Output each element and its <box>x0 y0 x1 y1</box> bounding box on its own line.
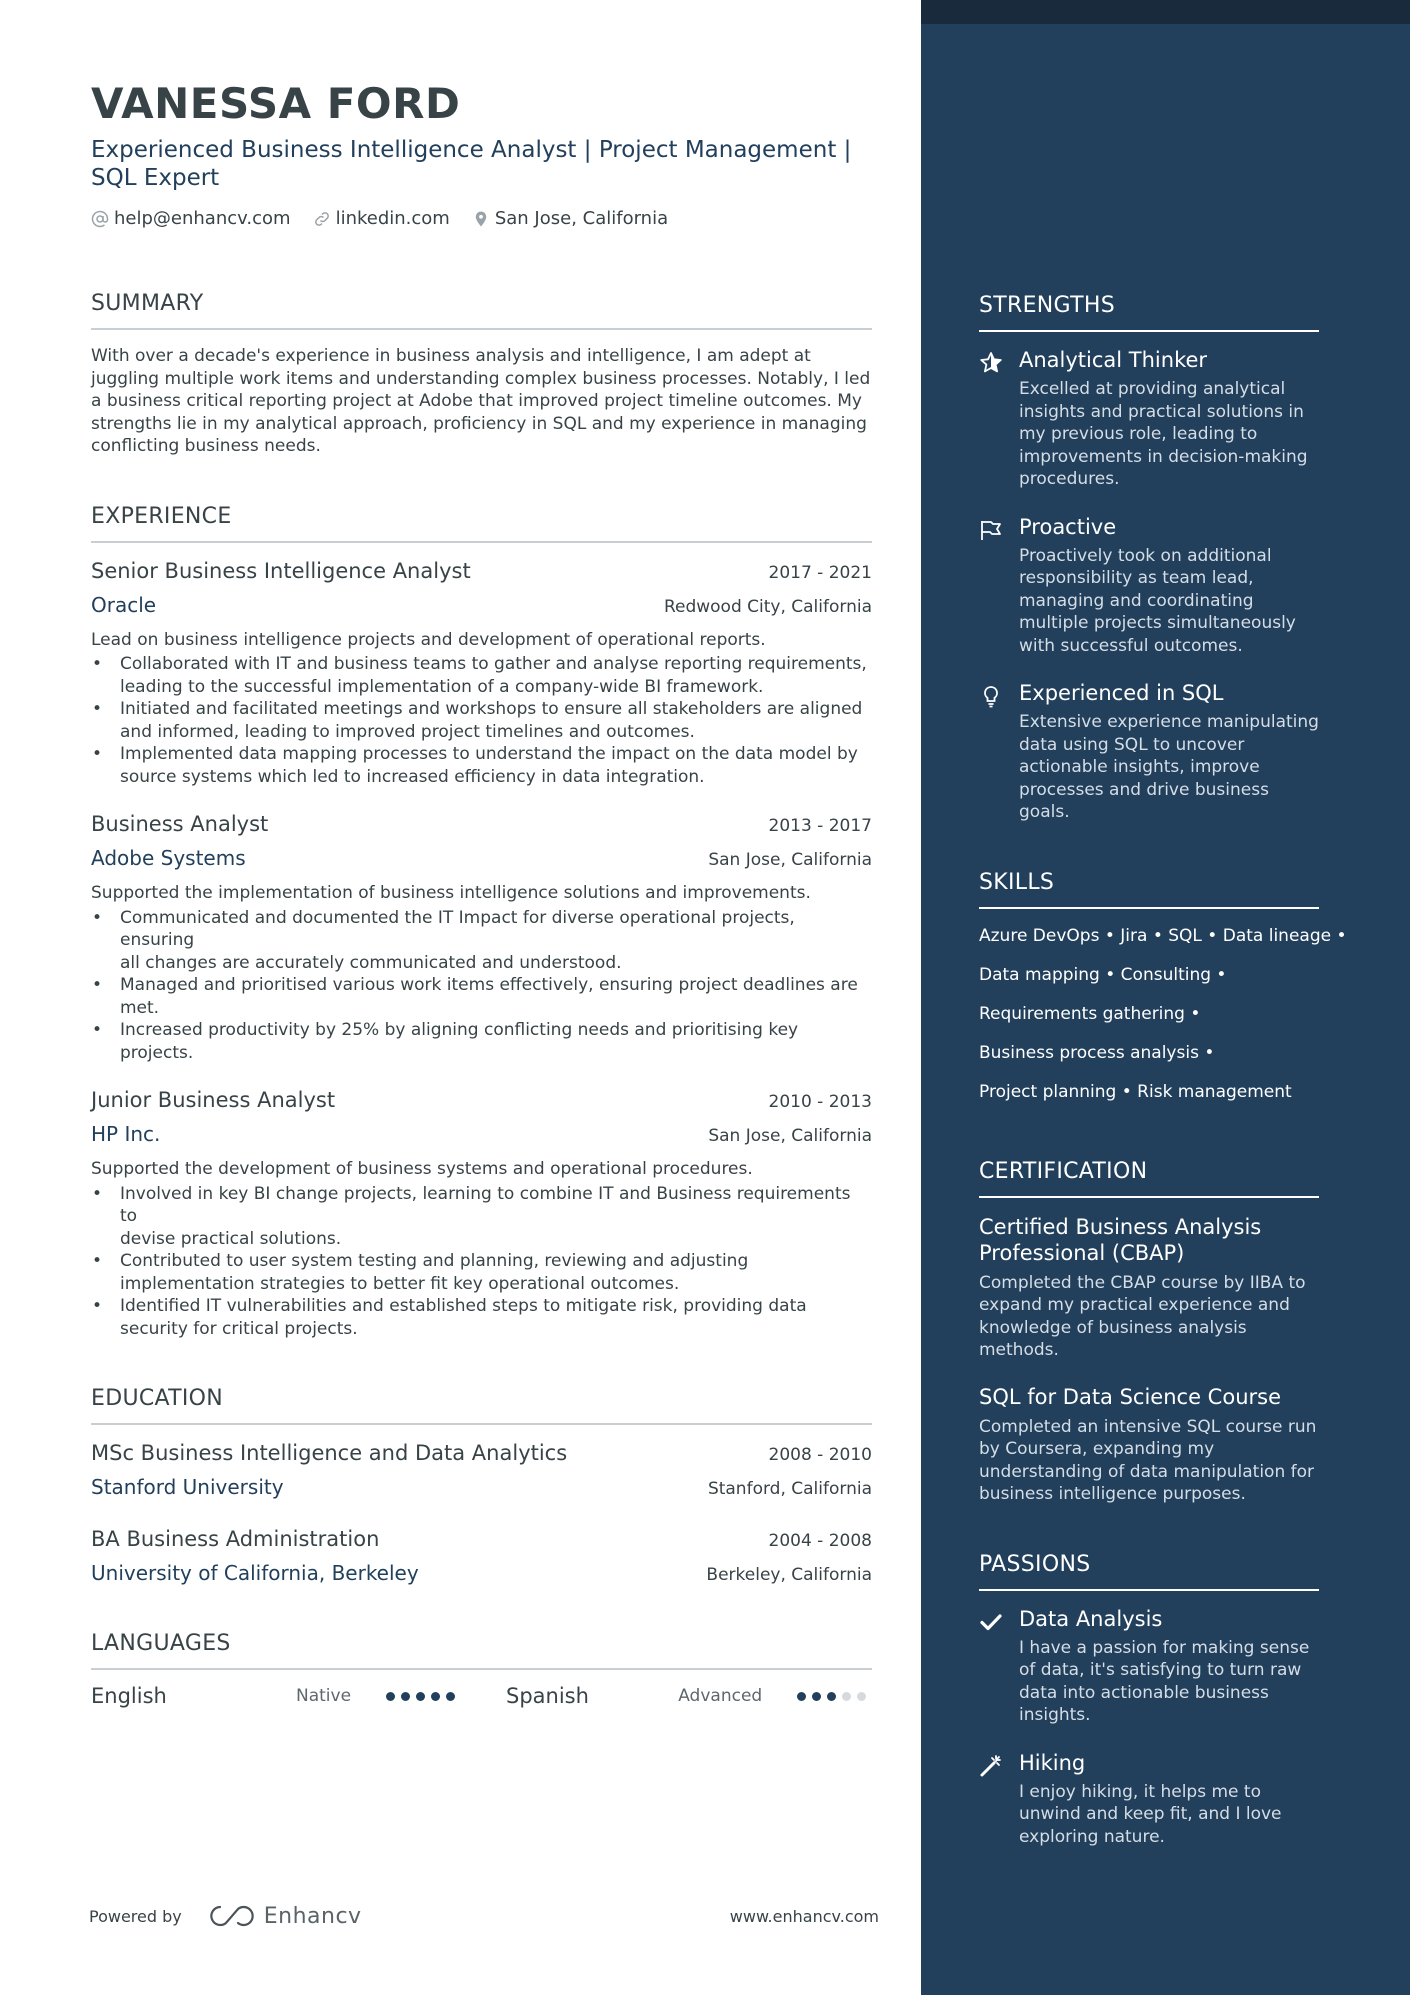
brand-name: Enhancv <box>263 1903 362 1929</box>
education-entry <box>91 1441 872 1499</box>
location-text: San Jose, California <box>494 208 669 229</box>
job-title: Senior Business Intelligence Analyst <box>91 558 471 583</box>
rating-dot-empty <box>857 1692 866 1701</box>
summary-line: juggling multiple work items and understanding complex business processes. Notably, I led <box>91 368 871 389</box>
bullet-line: source systems which led to increased efficiency in data integration. <box>120 766 705 787</box>
description-line: Excelled at providing analytical <box>1019 379 1286 399</box>
description-line: actionable insights, improve <box>1019 757 1260 777</box>
language-level: Advanced <box>678 1686 763 1706</box>
rating-dot-filled <box>386 1692 395 1701</box>
skill-line: Business process analysis • <box>979 1042 1215 1063</box>
description-line: managing and coordinating <box>1019 590 1254 611</box>
languages-section <box>91 1631 872 1708</box>
description-line: I have a passion for making sense <box>1019 1637 1310 1658</box>
bullet-line: security for critical projects. <box>120 1318 358 1339</box>
lightbulb-icon <box>979 681 1019 824</box>
company-name: HP Inc. <box>91 1122 161 1146</box>
contact-link[interactable] <box>313 208 450 229</box>
section-heading: EXPERIENCE <box>91 504 872 543</box>
degree: BA Business Administration <box>91 1527 380 1551</box>
strength-item <box>979 681 1319 824</box>
strength-item <box>979 348 1319 491</box>
description-line: improvements in decision-making <box>1019 446 1308 467</box>
bullet-item <box>91 653 872 698</box>
strength-title: Experienced in SQL <box>1019 681 1224 705</box>
flag-icon <box>979 515 1019 658</box>
job-location: San Jose, California <box>708 850 872 870</box>
candidate-name: VANESSA FORD <box>91 79 461 128</box>
description-line: insights and practical solutions in <box>1019 401 1304 422</box>
certification-title <box>979 1214 1319 1266</box>
strength-description <box>1019 378 1308 491</box>
school-location: Berkeley, California <box>706 1565 872 1585</box>
description-line: processes and drive business <box>1019 779 1269 800</box>
powered-by-text: Powered by <box>89 1906 182 1926</box>
company-name: Oracle <box>91 592 157 617</box>
description-line: business intelligence purposes. <box>979 1484 1246 1504</box>
bullet-line: met. <box>120 997 160 1018</box>
strength-description <box>1019 711 1319 824</box>
summary-line: With over a decade's experience in business analysis and intelligence, I am adept at <box>91 346 811 366</box>
summary-text <box>91 345 872 458</box>
link-icon <box>313 210 331 228</box>
strength-title: Proactive <box>1019 514 1117 539</box>
section-heading: EDUCATION <box>91 1386 872 1425</box>
summary-section <box>91 291 872 458</box>
certification-title <box>979 1384 1319 1410</box>
education-dates: 2004 - 2008 <box>768 1531 872 1551</box>
bullet-line: • Communicated and documented the IT Impact for diverse operational projects, ensuring <box>120 907 795 950</box>
passions-section <box>979 1552 1319 1849</box>
job-dates: 2010 - 2013 <box>768 1092 872 1112</box>
bullet-line: • Managed and prioritised various work items effectively, ensuring project deadlines are <box>120 975 858 995</box>
section-heading: SKILLS <box>979 870 1319 909</box>
company-name: Adobe Systems <box>91 846 246 870</box>
description-line: my previous role, leading to <box>1019 424 1258 444</box>
job-location: Redwood City, California <box>663 596 872 617</box>
certification-section <box>979 1159 1319 1506</box>
skill-line: Azure DevOps • Jira • SQL • Data lineage • <box>979 925 1347 946</box>
location-pin-icon <box>472 210 490 228</box>
language-rating <box>386 1692 461 1701</box>
checkmark-icon <box>979 1607 1019 1727</box>
description-line: I enjoy hiking, it helps me to <box>1019 1781 1261 1802</box>
experience-section <box>91 504 872 1341</box>
school-name: University of California, Berkeley <box>91 1561 419 1585</box>
contact-bar <box>91 208 872 229</box>
description-line: goals. <box>1019 802 1070 822</box>
description-line: understanding of data manipulation for <box>979 1461 1314 1482</box>
job-bullets <box>91 1183 872 1341</box>
description-line: exploring nature. <box>1019 1826 1165 1847</box>
language-rating <box>797 1692 872 1701</box>
description-line: by Coursera, expanding my <box>979 1439 1215 1459</box>
section-heading: LANGUAGES <box>91 1631 872 1670</box>
bullet-item <box>91 698 872 743</box>
description-line: responsibility as team lead, <box>1019 568 1254 588</box>
at-icon <box>91 210 109 228</box>
summary-line: strengths lie in my analytical approach, proficiency in SQL and my experience in managing <box>91 413 867 434</box>
headline-line: Experienced Business Intelligence Analyst | Project Management | <box>91 137 852 163</box>
job-description: Supported the development of business systems and operational procedures. <box>91 1159 753 1179</box>
title-line: Certified Business Analysis <box>979 1214 1262 1239</box>
hiking-icon <box>979 1751 1019 1849</box>
contact-email[interactable] <box>91 208 291 229</box>
education-section <box>91 1386 872 1585</box>
sidebar-top-band <box>921 0 1410 24</box>
degree: MSc Business Intelligence and Data Analytics <box>91 1441 568 1465</box>
job-bullets <box>91 907 872 1065</box>
star-icon <box>979 348 1019 491</box>
certification-item <box>979 1214 1319 1362</box>
job-bullets <box>91 653 872 788</box>
description-line: Completed an intensive SQL course run <box>979 1416 1317 1437</box>
sidebar <box>921 0 1410 1995</box>
description-line: expand my practical experience and <box>979 1295 1290 1315</box>
contact-location <box>472 208 668 229</box>
strength-item <box>979 515 1319 658</box>
brand-logo[interactable] <box>208 1903 362 1929</box>
bullet-line: and informed, leading to improved project timelines and outcomes. <box>120 721 695 742</box>
description-line: of data, it's satisfying to turn raw <box>1019 1660 1302 1680</box>
bullet-line: • Collaborated with IT and business teams to gather and analyse reporting requirements, <box>120 654 867 674</box>
description-line: procedures. <box>1019 469 1120 489</box>
bullet-line: leading to the successful implementation of a company-wide BI framework. <box>120 676 764 697</box>
strength-title: Analytical Thinker <box>1019 348 1208 372</box>
rating-dot-filled <box>797 1692 806 1701</box>
footer <box>89 1903 879 1929</box>
bullet-line: • Contributed to user system testing and planning, reviewing and adjusting <box>120 1251 749 1271</box>
description-line: data into actionable business <box>1019 1682 1269 1703</box>
email-text: help@enhancv.com <box>114 208 291 229</box>
sidebar-content <box>979 293 1347 1894</box>
language-entry <box>506 1684 872 1708</box>
rating-dot-filled <box>431 1692 440 1701</box>
description-line: knowledge of business analysis <box>979 1317 1247 1338</box>
bullet-item <box>91 907 872 975</box>
description-line: Proactively took on additional <box>1019 545 1272 566</box>
education-entry <box>91 1527 872 1585</box>
certification-description <box>979 1416 1319 1506</box>
rating-dot-filled <box>827 1692 836 1701</box>
strength-description <box>1019 545 1296 658</box>
job-title: Business Analyst <box>91 812 269 836</box>
job-description: Lead on business intelligence projects and development of operational reports. <box>91 629 766 650</box>
bullet-item <box>91 1183 872 1251</box>
job-entry <box>91 1088 872 1340</box>
strengths-section <box>979 293 1319 824</box>
skills-list <box>979 925 1347 1103</box>
language-name: English <box>91 1684 167 1708</box>
skill-line: Project planning • Risk management <box>979 1081 1292 1102</box>
bullet-item <box>91 1019 872 1064</box>
section-heading: PASSIONS <box>979 1552 1319 1591</box>
bullet-item <box>91 1250 872 1295</box>
bullet-item <box>91 743 872 788</box>
certification-item <box>979 1384 1319 1506</box>
description-line: Completed the CBAP course by IIBA to <box>979 1272 1306 1293</box>
description-line: data using SQL to uncover <box>1019 734 1245 755</box>
website-link[interactable]: www.enhancv.com <box>729 1906 879 1926</box>
description-line: multiple projects simultaneously <box>1019 613 1296 633</box>
job-location: San Jose, California <box>708 1126 872 1146</box>
education-dates: 2008 - 2010 <box>768 1445 872 1465</box>
section-heading: STRENGTHS <box>979 293 1319 332</box>
job-entry <box>91 559 872 789</box>
bullet-item <box>91 1295 872 1340</box>
description-line: with successful outcomes. <box>1019 635 1243 656</box>
link-text: linkedin.com <box>335 208 450 229</box>
job-title: Junior Business Analyst <box>91 1088 336 1112</box>
school-location: Stanford, California <box>707 1479 872 1499</box>
passion-description <box>1019 1637 1309 1727</box>
description-line: Extensive experience manipulating <box>1019 712 1319 732</box>
job-entry <box>91 812 872 1064</box>
languages-row <box>91 1684 872 1708</box>
title-line: SQL for Data Science Course <box>979 1384 1281 1409</box>
bullet-line: devise practical solutions. <box>120 1228 342 1249</box>
skill-line: Data mapping • Consulting • <box>979 964 1227 985</box>
bullet-line: implementation strategies to better fit key operational outcomes. <box>120 1273 680 1294</box>
description-line: insights. <box>1019 1705 1091 1725</box>
school-name: Stanford University <box>91 1475 284 1499</box>
passion-title: Hiking <box>1019 1750 1086 1775</box>
rating-dot-filled <box>401 1692 410 1701</box>
section-heading: CERTIFICATION <box>979 1159 1319 1198</box>
rating-dot-filled <box>416 1692 425 1701</box>
skill-line: Requirements gathering • <box>979 1003 1201 1024</box>
bullet-line: • Identified IT vulnerabilities and established steps to mitigate risk, providing data <box>120 1296 807 1316</box>
bullet-line: • Involved in key BI change projects, learning to combine IT and Business requirements to <box>120 1183 851 1226</box>
passion-description <box>1019 1781 1282 1849</box>
rating-dot-filled <box>812 1692 821 1701</box>
rating-dot-empty <box>842 1692 851 1701</box>
passion-item <box>979 1607 1319 1727</box>
certification-description <box>979 1272 1319 1362</box>
job-description: Supported the implementation of business intelligence solutions and improvements. <box>91 883 811 903</box>
bullet-line: • Increased productivity by 25% by aligning conflicting needs and prioritising key projects. <box>120 1020 799 1063</box>
language-level: Native <box>296 1686 352 1706</box>
bullet-line: all changes are accurately communicated and understood. <box>120 952 622 973</box>
headline <box>91 136 872 192</box>
job-dates: 2017 - 2021 <box>768 562 872 583</box>
description-line: methods. <box>979 1340 1059 1360</box>
language-name: Spanish <box>506 1684 589 1708</box>
bullet-item <box>91 974 872 1019</box>
passion-item <box>979 1751 1319 1849</box>
passion-title: Data Analysis <box>1019 1606 1163 1631</box>
summary-line: conflicting business needs. <box>91 436 321 456</box>
title-line: Professional (CBAP) <box>979 1240 1185 1265</box>
bullet-line: • Implemented data mapping processes to understand the impact on the data model by <box>120 744 858 764</box>
summary-line: a business critical reporting project at Adobe that improved project timeline outcomes. My <box>91 391 862 411</box>
job-dates: 2013 - 2017 <box>768 816 872 836</box>
enhancv-logo-icon <box>208 1903 256 1929</box>
language-entry <box>91 1684 506 1708</box>
headline-line: SQL Expert <box>91 165 220 191</box>
skills-section <box>979 869 1347 1103</box>
description-line: unwind and keep fit, and I love <box>1019 1804 1282 1824</box>
section-heading: SUMMARY <box>91 291 872 330</box>
rating-dot-filled <box>446 1692 455 1701</box>
bullet-line: • Initiated and facilitated meetings and workshops to ensure all stakeholders are aligned <box>120 699 863 719</box>
main-column <box>91 78 872 1708</box>
